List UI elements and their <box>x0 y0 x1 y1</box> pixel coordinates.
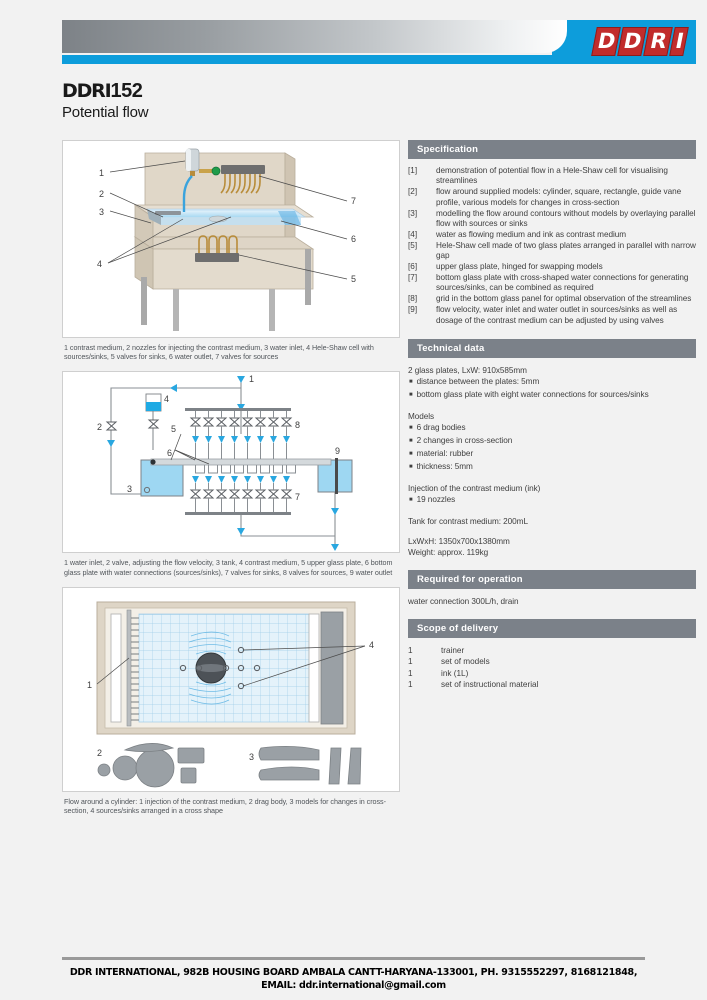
specification-item-text: modelling the flow around contours without models by overlaying parallel flow with sources or sinks <box>436 208 696 229</box>
details-column <box>408 140 696 691</box>
dimensions-line: LxWxH: 1350x700x1380mm <box>408 536 510 546</box>
specification-item-number: [6] <box>408 262 418 272</box>
specification-item-text: upper glass plate, hinged for swapping models <box>436 262 603 272</box>
specification-item-text: bottom glass plate with cross-shaped water connections for generating sources/sinks, can be combined as required <box>436 273 689 293</box>
svg-text:1: 1 <box>87 679 93 690</box>
specification-item-text: flow around supplied models: cylinder, square, rectangle, guide vane profile, various models for changes in cross-section <box>436 187 682 207</box>
specification-item-number: [2] <box>408 187 418 197</box>
specification-item-number: [5] <box>408 240 418 250</box>
glass-plates-line: 2 glass plates, LxW: 910x585mm <box>408 365 527 375</box>
svg-text:7: 7 <box>351 196 357 206</box>
figure-caption-3: Flow around a cylinder: 1 injection of the contrast medium, 2 drag body, 3 models for changes in cross-section, 4 sources/sinks arranged in a cross shape <box>64 796 386 816</box>
technical-data-body <box>408 365 696 558</box>
scope-item-qty: 1 <box>408 657 413 667</box>
specification-item <box>408 262 696 272</box>
svg-text:9: 9 <box>335 446 341 457</box>
footer-address-line: DDR INTERNATIONAL, 982B HOUSING BOARD AMBALA CANTT-HARYANA-133001, PH. 9315552297, 8168121848, <box>69 967 638 978</box>
svg-text:4: 4 <box>97 259 103 269</box>
logo-letter-i: I <box>669 27 689 56</box>
footer-contact <box>0 966 707 1000</box>
scope-item-text: ink (1L) <box>441 668 469 678</box>
specification-item <box>408 230 696 240</box>
title-model-prefix: DDRI <box>62 80 111 102</box>
specification-item <box>408 294 696 304</box>
apparatus-illustration <box>63 141 399 337</box>
svg-text:1: 1 <box>249 374 255 385</box>
svg-text:8: 8 <box>295 420 301 431</box>
scope-item-text: trainer <box>441 645 465 655</box>
scope-item-qty: 1 <box>408 668 413 678</box>
svg-text:5: 5 <box>351 274 357 284</box>
svg-text:2: 2 <box>97 422 103 433</box>
specification-item-number: [4] <box>408 229 418 239</box>
specification-item-text: demonstration of potential flow in a Hele-Shaw cell for visualising streamlines <box>436 166 668 186</box>
specification-item <box>408 166 696 187</box>
logo-letter-d2: D <box>617 27 647 56</box>
figure-cell-top-view <box>62 587 400 792</box>
specification-heading: Specification <box>408 140 696 159</box>
svg-text:3: 3 <box>127 484 133 495</box>
svg-text:2: 2 <box>99 189 105 199</box>
scope-item-text: set of models <box>441 657 490 667</box>
specification-item-number: [1] <box>408 166 418 175</box>
specification-item-number: [7] <box>408 273 418 283</box>
header-gradient-bar <box>62 20 567 53</box>
svg-text:5: 5 <box>171 424 177 435</box>
footer-email-line: EMAIL: ddr.international@gmail.com <box>261 980 446 991</box>
scope-item <box>408 679 696 691</box>
page-title <box>62 80 148 121</box>
svg-text:4: 4 <box>164 394 170 405</box>
specification-item <box>408 241 696 262</box>
schematic-illustration <box>63 372 399 552</box>
specification-item <box>408 187 696 208</box>
scope-item <box>408 645 696 657</box>
models-bullet: ■ 2 changes in cross-section <box>408 435 696 448</box>
specification-item <box>408 305 696 326</box>
logo-letter-d1: D <box>591 27 621 56</box>
injection-label: Injection of the contrast medium (ink) <box>408 483 541 493</box>
specification-item-text: Hele-Shaw cell made of two glass plates arranged in parallel with narrow gap <box>436 240 696 261</box>
figures-column <box>62 140 400 825</box>
top-view-illustration <box>63 588 399 791</box>
weight-line: Weight: approx. 119kg <box>408 547 489 557</box>
svg-text:3: 3 <box>249 751 255 762</box>
specification-item <box>408 209 696 230</box>
models-bullet: ■ thickness: 5mm <box>408 461 696 474</box>
svg-text:7: 7 <box>295 492 301 503</box>
specification-item <box>408 273 696 294</box>
specification-item-number: [8] <box>408 294 418 304</box>
scope-item <box>408 668 696 680</box>
figure-apparatus-overview <box>62 140 400 338</box>
scope-of-delivery-list <box>408 645 696 691</box>
header-blue-strip <box>62 55 577 64</box>
svg-text:2: 2 <box>97 747 103 758</box>
required-for-operation-heading: Required for operation <box>408 570 696 589</box>
models-label: Models <box>408 411 435 421</box>
scope-of-delivery-heading: Scope of delivery <box>408 619 696 638</box>
scope-item-qty: 1 <box>408 680 413 690</box>
ddri-logo <box>591 27 689 56</box>
logo-letter-r: R <box>643 27 673 56</box>
glass-plates-bullet: ■ distance between the plates: 5mm <box>408 376 696 389</box>
tank-line: Tank for contrast medium: 200mL <box>408 516 528 526</box>
scope-item <box>408 656 696 668</box>
glass-plates-bullet: ■ bottom glass plate with eight water connections for sources/sinks <box>408 389 696 402</box>
figure-hydraulic-schematic <box>62 371 400 553</box>
specification-item-text: water as flowing medium and ink as contrast medium <box>436 229 626 239</box>
svg-text:4: 4 <box>369 639 375 650</box>
figure-caption-2: 1 water inlet, 2 valve, adjusting the flow velocity, 3 tank, 4 contrast medium, 5 upper glass plate, 6 bottom glass plate with water connections (sources/sinks), 7 valves for sinks, 8 valves for sources, 9 water outlet <box>64 558 393 577</box>
specification-item-text: flow velocity, water inlet and water outlet in sources/sinks as well as dosage of the contrast medium can be adjusted by using valves <box>436 305 678 325</box>
specification-list <box>408 166 696 326</box>
specification-item-number: [3] <box>408 208 418 218</box>
scope-item-text: set of instructional material <box>441 680 539 690</box>
technical-data-heading: Technical data <box>408 339 696 358</box>
svg-text:6: 6 <box>167 448 173 459</box>
figure-caption-1: 1 contrast medium, 2 nozzles for injecting the contrast medium, 3 water inlet, 4 Hele-Shaw cell with sources/sinks, 5 valves for sinks, 6 water outlet, 7 valves for sources <box>64 343 374 362</box>
svg-text:3: 3 <box>99 207 105 217</box>
models-bullet: ■ 6 drag bodies <box>408 422 696 435</box>
svg-text:6: 6 <box>351 234 357 244</box>
models-bullet: ■ material: rubber <box>408 448 696 461</box>
page-footer <box>0 957 707 1000</box>
injection-bullet: ■ 19 nozzles <box>408 494 696 507</box>
footer-divider <box>62 957 645 960</box>
title-model-number: 152 <box>110 80 143 102</box>
header-banner <box>62 20 696 66</box>
scope-item-qty: 1 <box>408 645 413 655</box>
specification-item-text: grid in the bottom glass panel for optimal observation of the streamlines <box>436 294 692 304</box>
title-subtitle: Potential flow <box>62 104 149 121</box>
required-for-operation-text: water connection 300L/h, drain <box>408 596 519 606</box>
specification-item-number: [9] <box>408 305 418 315</box>
svg-text:1: 1 <box>99 168 105 178</box>
